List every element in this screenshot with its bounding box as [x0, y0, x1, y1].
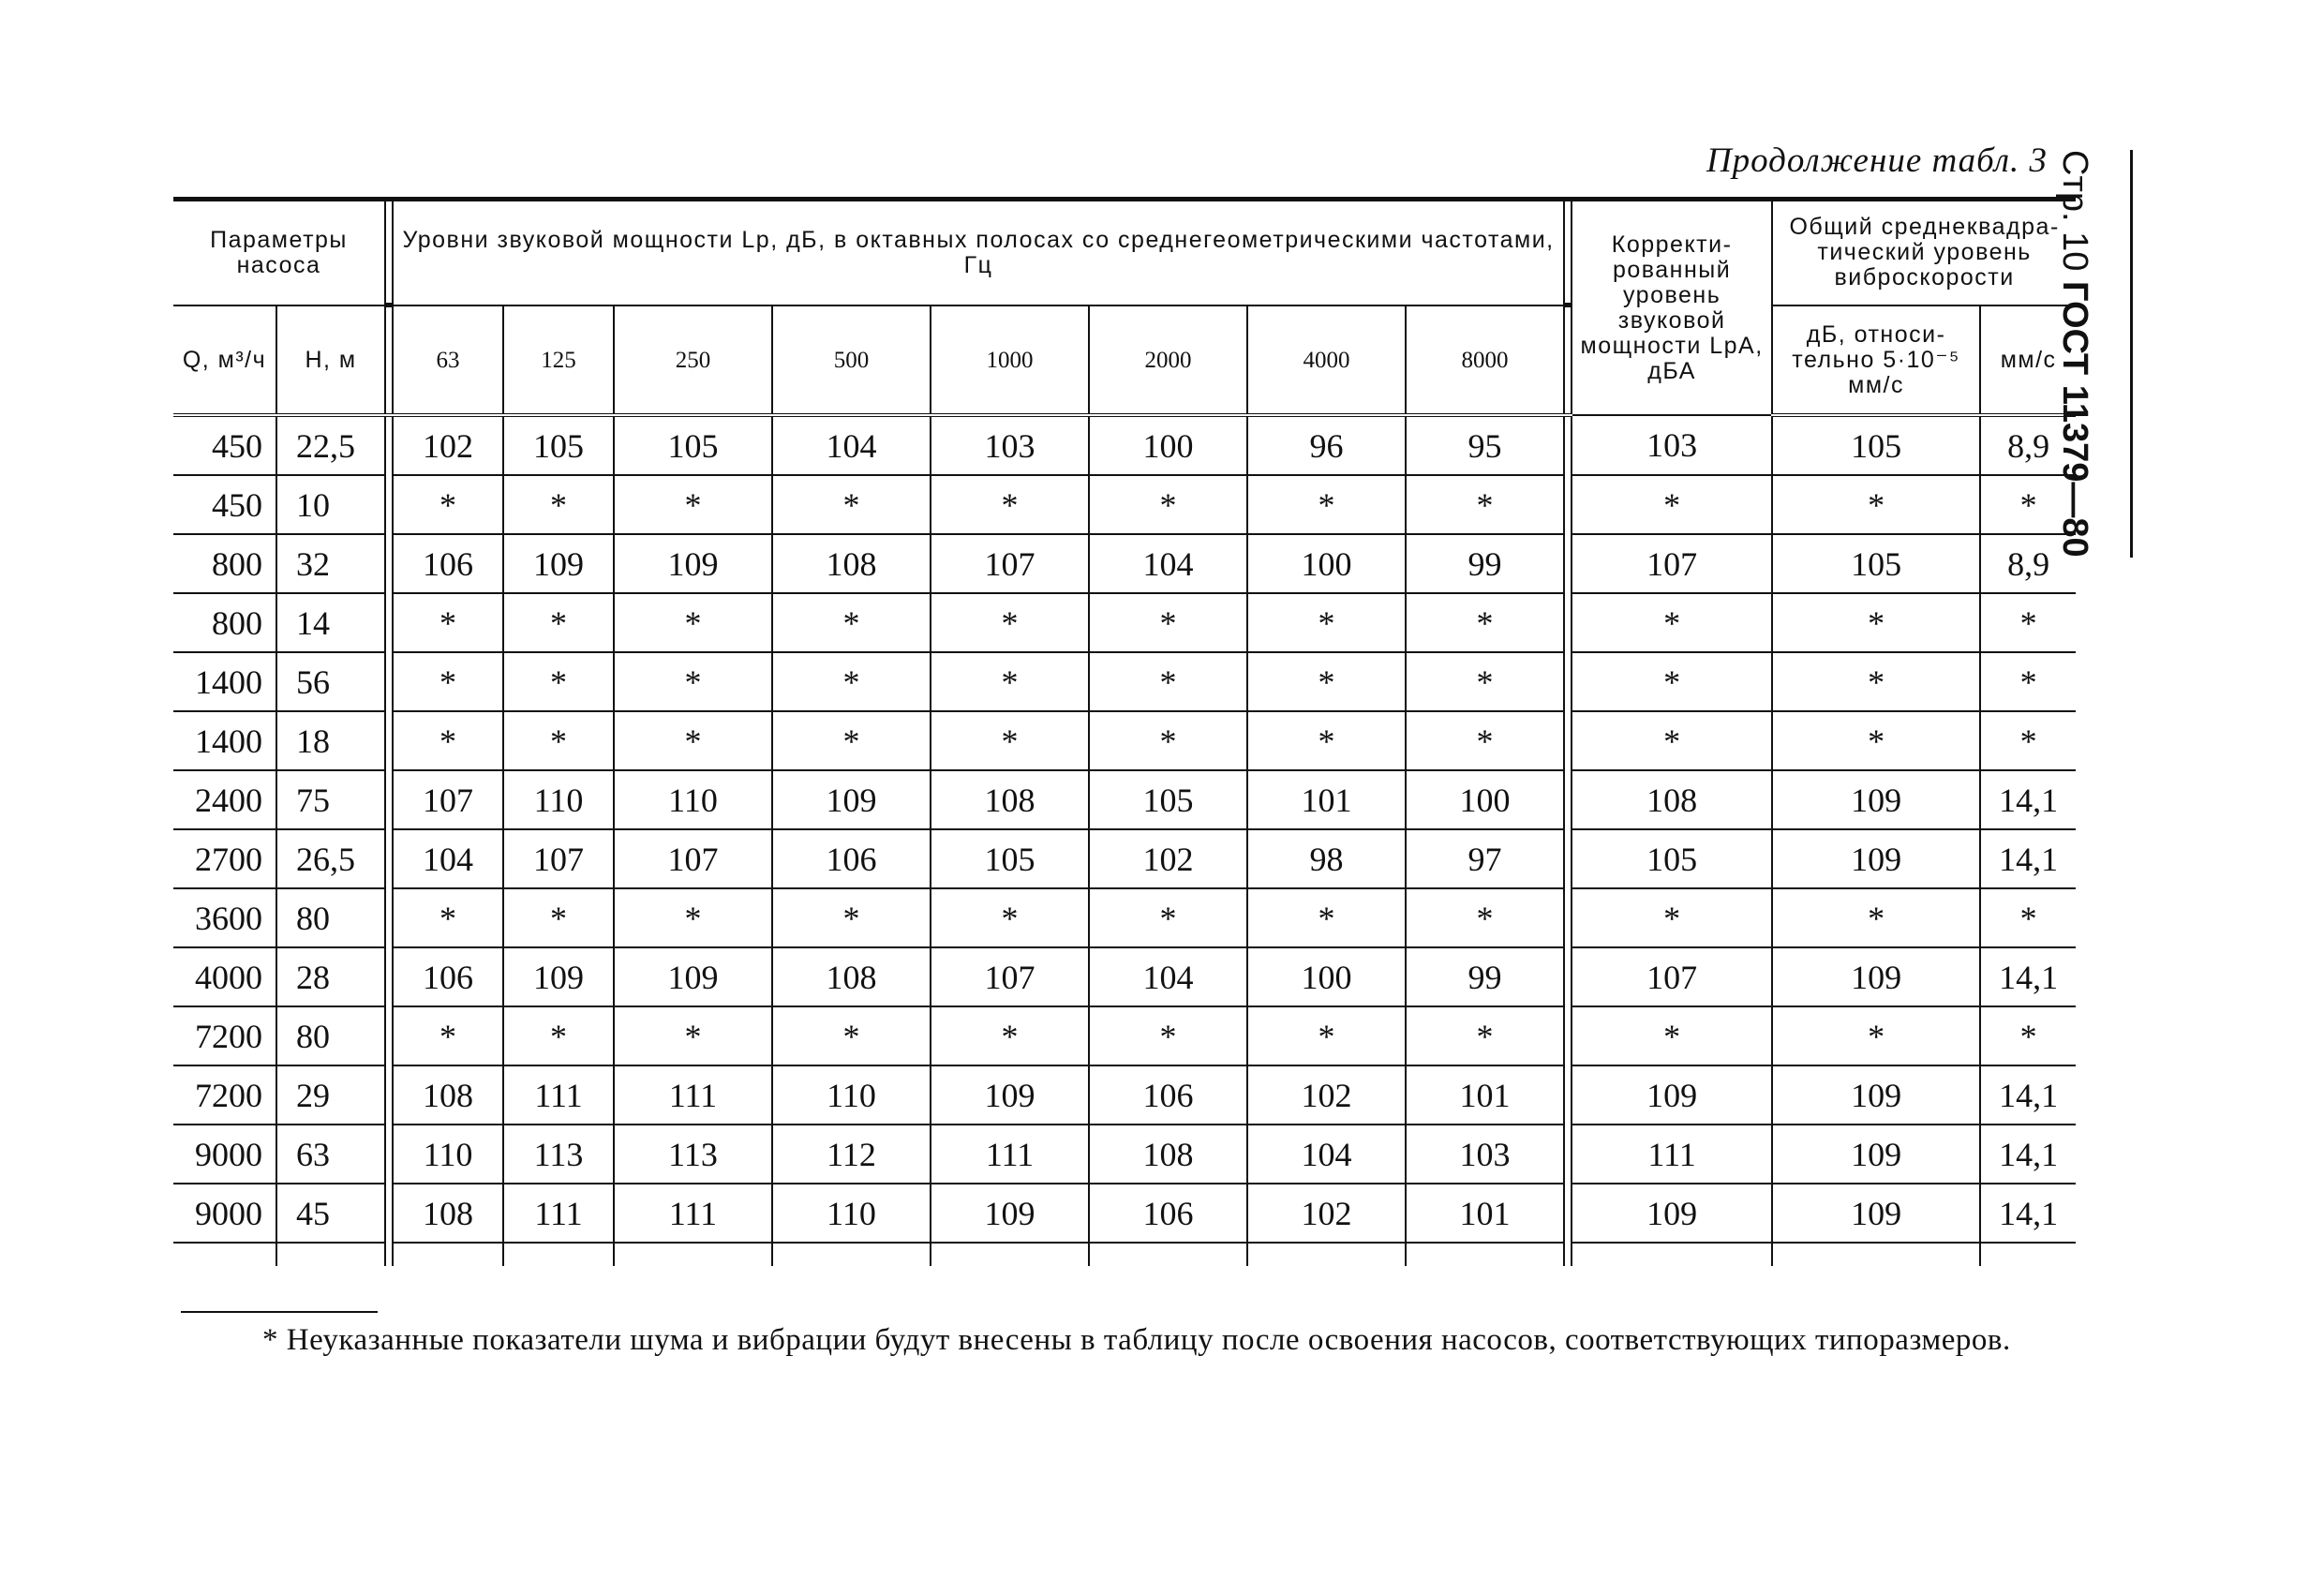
- freq-250-cell: 113: [614, 1125, 772, 1184]
- freq-125-cell: 109: [503, 947, 614, 1006]
- freq-8000-cell: 100: [1406, 770, 1564, 829]
- freq-125-cell: 110: [503, 770, 614, 829]
- freq-1000-cell: 105: [931, 829, 1089, 888]
- freq-4000-cell: *: [1247, 652, 1406, 711]
- freq-4000-cell: 100: [1247, 947, 1406, 1006]
- sound-power-header-text: Уровни звуковой мощности Lр, дБ, в октавных полосах со среднегеометрическими частотами, Гц: [402, 226, 1555, 278]
- q-cell: 450: [173, 475, 276, 534]
- noise-vibration-table: [173, 197, 2076, 1266]
- h-cell: 80: [276, 888, 385, 947]
- h-cell: 32: [276, 534, 385, 593]
- freq-2000-cell: *: [1089, 593, 1247, 652]
- freq-1000-cell: 103: [931, 415, 1089, 475]
- freq-2000-cell: 105: [1089, 770, 1247, 829]
- freq-8000-cell: 101: [1406, 1184, 1564, 1243]
- h-cell: 18: [276, 711, 385, 770]
- vib-db-cell: *: [1772, 888, 1980, 947]
- tail-vib-db-cell: [1772, 1243, 1980, 1266]
- vib-db-cell: *: [1772, 475, 1980, 534]
- tail-q-cell: [173, 1243, 276, 1266]
- freq-4000-cell: *: [1247, 475, 1406, 534]
- freq-500-cell: 108: [772, 947, 931, 1006]
- freq-63-cell: 108: [393, 1184, 503, 1243]
- freq-2000-cell: 108: [1089, 1125, 1247, 1184]
- vib-mms-cell: 14,1: [1980, 1184, 2076, 1243]
- q-cell: 800: [173, 534, 276, 593]
- q-cell: 9000: [173, 1125, 276, 1184]
- q-cell: 1400: [173, 652, 276, 711]
- column-gap: [1564, 1125, 1572, 1184]
- freq-8000-cell: 95: [1406, 415, 1564, 475]
- freq-8000-cell: *: [1406, 652, 1564, 711]
- column-gap: [385, 305, 393, 416]
- freq-8000-cell: *: [1406, 888, 1564, 947]
- corrected-level-cell: 107: [1572, 534, 1772, 593]
- column-gap: [1564, 200, 1572, 305]
- freq-8000-cell: 99: [1406, 534, 1564, 593]
- vib-mms-cell: 8,9: [1980, 534, 2076, 593]
- freq-63-cell: 107: [393, 770, 503, 829]
- freq-63-cell: 106: [393, 534, 503, 593]
- vib-mms-cell: 14,1: [1980, 1125, 2076, 1184]
- freq-125-cell: 111: [503, 1065, 614, 1125]
- freq-125-cell: 111: [503, 1184, 614, 1243]
- tail-freq-2000-cell: [1089, 1243, 1247, 1266]
- freq-500-cell: *: [772, 888, 931, 947]
- column-gap: [385, 770, 393, 829]
- freq-63-header: 63: [393, 305, 503, 416]
- freq-250-cell: *: [614, 593, 772, 652]
- corrected-level-cell: *: [1572, 593, 1772, 652]
- freq-63-cell: *: [393, 475, 503, 534]
- freq-250-cell: 111: [614, 1065, 772, 1125]
- h-cell: 45: [276, 1184, 385, 1243]
- corrected-level-header: Корректи-рованный уровень звуковой мощности LрА, дБА: [1572, 200, 1772, 416]
- q-cell: 3600: [173, 888, 276, 947]
- table-row: [173, 1184, 2076, 1243]
- corrected-level-cell: 105: [1572, 829, 1772, 888]
- column-gap: [385, 1065, 393, 1125]
- h-cell: 75: [276, 770, 385, 829]
- vib-db-header: дБ, относи-тельно 5·10⁻⁵ мм/с: [1772, 305, 1980, 416]
- freq-2000-cell: 104: [1089, 534, 1247, 593]
- freq-4000-cell: 102: [1247, 1065, 1406, 1125]
- freq-1000-cell: 107: [931, 947, 1089, 1006]
- column-gap: [385, 711, 393, 770]
- freq-2000-cell: *: [1089, 1006, 1247, 1065]
- sound-power-header: [393, 200, 1564, 305]
- freq-4000-cell: 102: [1247, 1184, 1406, 1243]
- freq-125-cell: 105: [503, 415, 614, 475]
- table-row: [173, 652, 2076, 711]
- column-gap: [385, 829, 393, 888]
- table-row: [173, 1006, 2076, 1065]
- freq-2000-cell: *: [1089, 475, 1247, 534]
- freq-8000-cell: 97: [1406, 829, 1564, 888]
- freq-250-cell: *: [614, 1006, 772, 1065]
- freq-125-cell: *: [503, 711, 614, 770]
- freq-8000-cell: 101: [1406, 1065, 1564, 1125]
- freq-4000-cell: *: [1247, 593, 1406, 652]
- freq-4000-cell: 101: [1247, 770, 1406, 829]
- freq-250-cell: 110: [614, 770, 772, 829]
- table-row: [173, 1065, 2076, 1125]
- freq-4000-cell: *: [1247, 711, 1406, 770]
- column-gap: [1564, 1006, 1572, 1065]
- h-cell: 22,5: [276, 415, 385, 475]
- freq-63-cell: 106: [393, 947, 503, 1006]
- column-gap: [385, 652, 393, 711]
- freq-63-cell: *: [393, 652, 503, 711]
- freq-4000-cell: *: [1247, 888, 1406, 947]
- corrected-level-cell: *: [1572, 711, 1772, 770]
- freq-500-cell: 104: [772, 415, 931, 475]
- table-body: [173, 415, 2076, 1266]
- tail-freq-250-cell: [614, 1243, 772, 1266]
- freq-125-cell: *: [503, 652, 614, 711]
- vib-mms-cell: *: [1980, 1006, 2076, 1065]
- h-header: H, м: [276, 305, 385, 416]
- vib-db-cell: 109: [1772, 1184, 1980, 1243]
- table-row: [173, 947, 2076, 1006]
- freq-8000-cell: *: [1406, 1006, 1564, 1065]
- vib-mms-cell: *: [1980, 888, 2076, 947]
- freq-500-cell: 108: [772, 534, 931, 593]
- freq-250-cell: *: [614, 888, 772, 947]
- standard-number: ГОСТ 11379—80: [2055, 280, 2094, 558]
- column-gap: [385, 1125, 393, 1184]
- table-row: [173, 888, 2076, 947]
- footnote: * Неуказанные показатели шума и вибрации будут внесены в таблицу после освоения насосов, соответствующих типоразмеров.: [262, 1323, 2011, 1357]
- table-row: [173, 711, 2076, 770]
- vib-db-cell: 109: [1772, 947, 1980, 1006]
- freq-1000-cell: *: [931, 888, 1089, 947]
- column-gap: [1564, 1184, 1572, 1243]
- column-gap: [1564, 770, 1572, 829]
- vib-mms-cell: 14,1: [1980, 829, 2076, 888]
- column-gap: [1564, 652, 1572, 711]
- freq-1000-cell: *: [931, 593, 1089, 652]
- q-cell: 450: [173, 415, 276, 475]
- freq-250-cell: *: [614, 652, 772, 711]
- vib-mms-cell: *: [1980, 475, 2076, 534]
- freq-2000-cell: *: [1089, 711, 1247, 770]
- freq-250-cell: 105: [614, 415, 772, 475]
- vib-mms-cell: *: [1980, 711, 2076, 770]
- h-cell: 29: [276, 1065, 385, 1125]
- h-cell: 26,5: [276, 829, 385, 888]
- q-cell: 9000: [173, 1184, 276, 1243]
- tail-vib-mms-cell: [1980, 1243, 2076, 1266]
- freq-1000-cell: 108: [931, 770, 1089, 829]
- table-row: [173, 475, 2076, 534]
- freq-500-cell: *: [772, 593, 931, 652]
- pump-params-header: Параметры насоса: [173, 200, 385, 305]
- freq-250-cell: 111: [614, 1184, 772, 1243]
- corrected-level-cell: *: [1572, 1006, 1772, 1065]
- column-gap: [1564, 415, 1572, 475]
- freq-4000-cell: 98: [1247, 829, 1406, 888]
- vibration-header: Общий среднеквадра-тический уровень виброскорости: [1772, 200, 2076, 305]
- h-cell: 10: [276, 475, 385, 534]
- column-gap: [1564, 305, 1572, 416]
- corrected-level-cell: 109: [1572, 1065, 1772, 1125]
- freq-8000-header: 8000: [1406, 305, 1564, 416]
- table-row: [173, 1125, 2076, 1184]
- freq-8000-cell: *: [1406, 593, 1564, 652]
- h-cell: 14: [276, 593, 385, 652]
- vib-mms-cell: 8,9: [1980, 415, 2076, 475]
- vib-db-cell: *: [1772, 593, 1980, 652]
- freq-1000-cell: *: [931, 475, 1089, 534]
- freq-500-cell: 112: [772, 1125, 931, 1184]
- table-row: [173, 415, 2076, 475]
- freq-63-cell: *: [393, 888, 503, 947]
- freq-250-cell: *: [614, 475, 772, 534]
- freq-500-header: 500: [772, 305, 931, 416]
- q-cell: 7200: [173, 1006, 276, 1065]
- freq-500-cell: *: [772, 475, 931, 534]
- freq-1000-cell: 109: [931, 1184, 1089, 1243]
- freq-500-cell: *: [772, 1006, 931, 1065]
- freq-8000-cell: 103: [1406, 1125, 1564, 1184]
- freq-1000-cell: 111: [931, 1125, 1089, 1184]
- freq-500-cell: *: [772, 711, 931, 770]
- table-tail: [173, 1243, 2076, 1266]
- h-cell: 56: [276, 652, 385, 711]
- freq-2000-cell: *: [1089, 888, 1247, 947]
- side-divider: [2130, 150, 2133, 558]
- q-cell: 4000: [173, 947, 276, 1006]
- tail-freq-500-cell: [772, 1243, 931, 1266]
- freq-2000-cell: 100: [1089, 415, 1247, 475]
- tail-freq-8000-cell: [1406, 1243, 1564, 1266]
- freq-500-cell: 109: [772, 770, 931, 829]
- q-cell: 2700: [173, 829, 276, 888]
- corrected-level-cell: 107: [1572, 947, 1772, 1006]
- table-row: [173, 593, 2076, 652]
- vib-mms-cell: *: [1980, 593, 2076, 652]
- table-row: [173, 534, 2076, 593]
- vib-db-cell: *: [1772, 711, 1980, 770]
- freq-4000-header: 4000: [1247, 305, 1406, 416]
- tail-column-gap: [1564, 1243, 1572, 1266]
- freq-250-cell: 109: [614, 534, 772, 593]
- vib-mms-cell: 14,1: [1980, 1065, 2076, 1125]
- column-gap: [385, 475, 393, 534]
- q-cell: 800: [173, 593, 276, 652]
- freq-250-cell: *: [614, 711, 772, 770]
- freq-1000-cell: *: [931, 711, 1089, 770]
- corrected-level-cell: 109: [1572, 1184, 1772, 1243]
- freq-8000-cell: *: [1406, 711, 1564, 770]
- vib-mms-cell: 14,1: [1980, 947, 2076, 1006]
- corrected-level-cell: 108: [1572, 770, 1772, 829]
- column-gap: [1564, 475, 1572, 534]
- freq-125-cell: 109: [503, 534, 614, 593]
- column-gap: [385, 1006, 393, 1065]
- column-gap: [1564, 888, 1572, 947]
- freq-2000-cell: 106: [1089, 1184, 1247, 1243]
- freq-63-cell: *: [393, 593, 503, 652]
- freq-250-cell: 107: [614, 829, 772, 888]
- column-gap: [385, 947, 393, 1006]
- freq-63-cell: *: [393, 1006, 503, 1065]
- freq-63-cell: *: [393, 711, 503, 770]
- vib-mms-cell: 14,1: [1980, 770, 2076, 829]
- freq-1000-header: 1000: [931, 305, 1089, 416]
- h-cell: 80: [276, 1006, 385, 1065]
- freq-4000-cell: 96: [1247, 415, 1406, 475]
- vib-db-cell: 105: [1772, 415, 1980, 475]
- freq-8000-cell: *: [1406, 475, 1564, 534]
- column-gap: [1564, 711, 1572, 770]
- vib-db-cell: 109: [1772, 829, 1980, 888]
- column-gap: [1564, 1065, 1572, 1125]
- freq-63-cell: 102: [393, 415, 503, 475]
- q-cell: 2400: [173, 770, 276, 829]
- column-gap: [385, 888, 393, 947]
- tail-freq-63-cell: [393, 1243, 503, 1266]
- freq-2000-cell: *: [1089, 652, 1247, 711]
- vib-db-cell: *: [1772, 652, 1980, 711]
- tail-h-cell: [276, 1243, 385, 1266]
- freq-125-cell: 113: [503, 1125, 614, 1184]
- table-row: [173, 770, 2076, 829]
- freq-125-cell: 107: [503, 829, 614, 888]
- column-gap: [385, 534, 393, 593]
- column-gap: [385, 593, 393, 652]
- column-gap: [1564, 534, 1572, 593]
- freq-500-cell: 110: [772, 1184, 931, 1243]
- vib-mms-cell: *: [1980, 652, 2076, 711]
- corrected-level-cell: *: [1572, 888, 1772, 947]
- freq-2000-cell: 102: [1089, 829, 1247, 888]
- freq-8000-cell: 99: [1406, 947, 1564, 1006]
- freq-4000-cell: *: [1247, 1006, 1406, 1065]
- column-gap: [385, 200, 393, 305]
- vib-db-cell: 109: [1772, 1125, 1980, 1184]
- vib-mms-header: мм/с: [1980, 305, 2076, 416]
- freq-250-cell: 109: [614, 947, 772, 1006]
- freq-2000-header: 2000: [1089, 305, 1247, 416]
- freq-125-cell: *: [503, 1006, 614, 1065]
- freq-63-cell: 110: [393, 1125, 503, 1184]
- vib-db-cell: 105: [1772, 534, 1980, 593]
- corrected-level-cell: 103: [1572, 415, 1772, 475]
- freq-2000-cell: 104: [1089, 947, 1247, 1006]
- h-cell: 63: [276, 1125, 385, 1184]
- freq-1000-cell: 107: [931, 534, 1089, 593]
- tail-column-gap: [385, 1243, 393, 1266]
- column-gap: [385, 1184, 393, 1243]
- freq-125-cell: *: [503, 475, 614, 534]
- column-gap: [1564, 593, 1572, 652]
- freq-125-header: 125: [503, 305, 614, 416]
- freq-500-cell: *: [772, 652, 931, 711]
- corrected-level-cell: *: [1572, 652, 1772, 711]
- corrected-level-cell: *: [1572, 475, 1772, 534]
- freq-1000-cell: *: [931, 652, 1089, 711]
- freq-2000-cell: 106: [1089, 1065, 1247, 1125]
- freq-125-cell: *: [503, 888, 614, 947]
- freq-250-header: 250: [614, 305, 772, 416]
- column-gap: [1564, 829, 1572, 888]
- vib-db-cell: *: [1772, 1006, 1980, 1065]
- column-gap: [385, 415, 393, 475]
- freq-500-cell: 110: [772, 1065, 931, 1125]
- footnote-divider: [181, 1311, 378, 1313]
- q-cell: 7200: [173, 1065, 276, 1125]
- freq-4000-cell: 104: [1247, 1125, 1406, 1184]
- tail-corrected-level-cell: [1572, 1243, 1772, 1266]
- column-gap: [1564, 947, 1572, 1006]
- tail-freq-1000-cell: [931, 1243, 1089, 1266]
- q-cell: 1400: [173, 711, 276, 770]
- freq-4000-cell: 100: [1247, 534, 1406, 593]
- page-number: Стр. 10: [2055, 150, 2094, 272]
- freq-500-cell: 106: [772, 829, 931, 888]
- vib-db-cell: 109: [1772, 1065, 1980, 1125]
- freq-63-cell: 108: [393, 1065, 503, 1125]
- table-continuation-caption: Продолжение табл. 3: [1706, 142, 2048, 180]
- corrected-level-cell: 111: [1572, 1125, 1772, 1184]
- freq-63-cell: 104: [393, 829, 503, 888]
- freq-1000-cell: 109: [931, 1065, 1089, 1125]
- h-cell: 28: [276, 947, 385, 1006]
- freq-1000-cell: *: [931, 1006, 1089, 1065]
- tail-freq-4000-cell: [1247, 1243, 1406, 1266]
- tail-freq-125-cell: [503, 1243, 614, 1266]
- freq-125-cell: *: [503, 593, 614, 652]
- vib-db-cell: 109: [1772, 770, 1980, 829]
- table-row: [173, 829, 2076, 888]
- q-header: Q, м³/ч: [173, 305, 276, 416]
